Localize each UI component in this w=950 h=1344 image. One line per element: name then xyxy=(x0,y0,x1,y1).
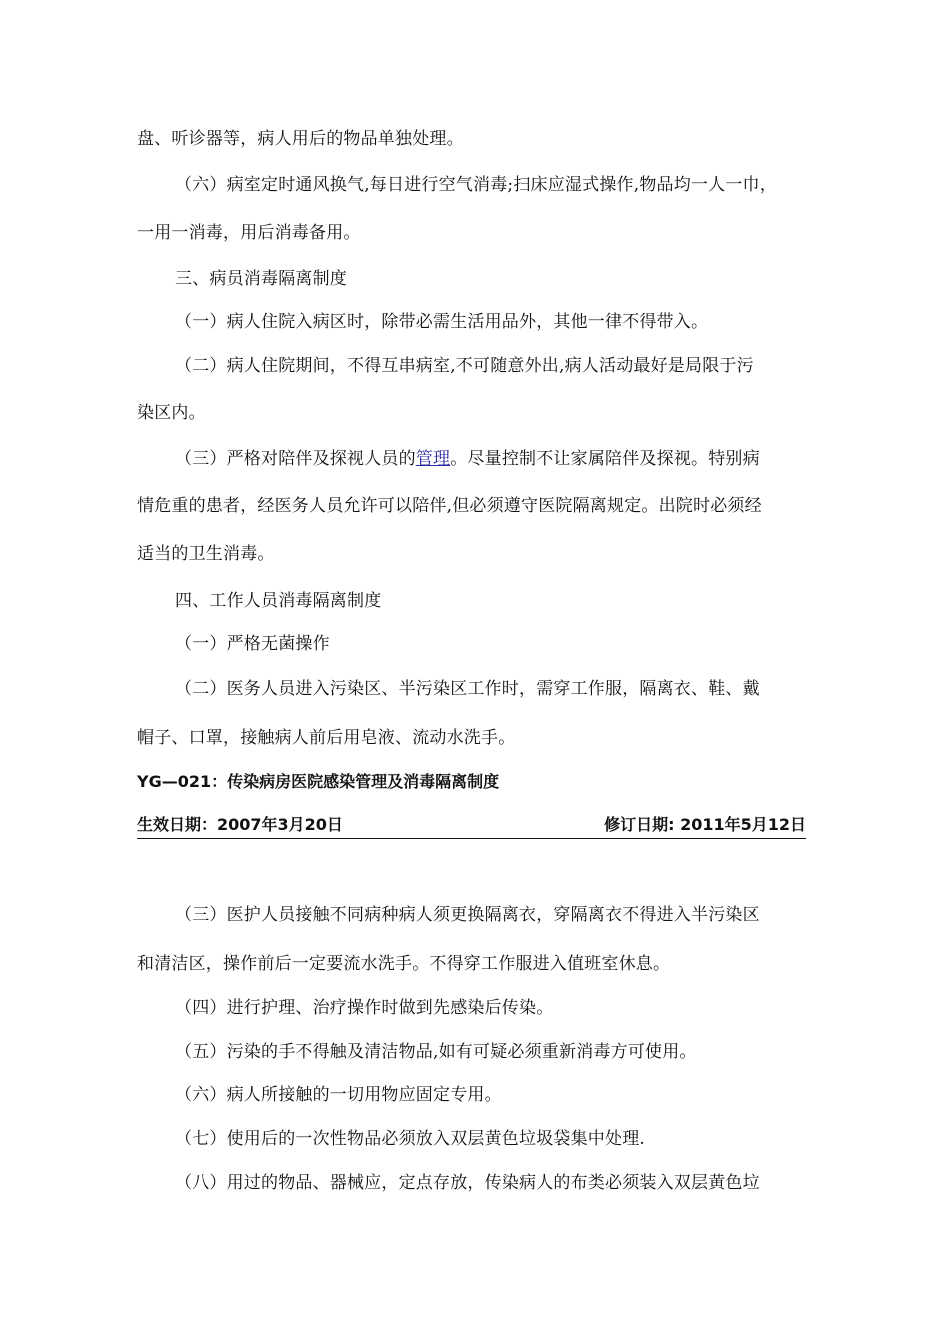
text-line: 情危重的患者，经医务人员允许可以陪伴,但必须遵守医院隔离规定。出院时必须经 xyxy=(137,496,762,516)
text-line: （二）医务人员进入污染区、半污染区工作时，需穿工作服，隔离衣、鞋、戴 xyxy=(175,679,760,699)
section-heading: 四、工作人员消毒隔离制度 xyxy=(175,591,382,611)
document-code-title: YG—021：传染病房医院感染管理及消毒隔离制度 xyxy=(137,772,500,791)
text-line xyxy=(175,448,760,470)
text-segment: （三）严格对陪伴及探视人员的 xyxy=(175,449,416,469)
text-line: （二）病人住院期间，不得互串病室,不可随意外出,病人活动最好是局限于污 xyxy=(175,356,754,376)
text-line: 盘、听诊器等，病人用后的物品单独处理。 xyxy=(137,129,464,149)
text-line: 染区内。 xyxy=(137,403,206,423)
text-line: 帽子、口罩，接触病人前后用皂液、流动水洗手。 xyxy=(137,728,516,748)
text-line: （四）进行护理、治疗操作时做到先感染后传染。 xyxy=(175,998,554,1018)
text-line: 一用一消毒，用后消毒备用。 xyxy=(137,223,361,243)
text-line: （五）污染的手不得触及清洁物品,如有可疑必须重新消毒方可使用。 xyxy=(175,1042,697,1062)
text-line: （八）用过的物品、器械应，定点存放，传染病人的布类必须装入双层黄色垃 xyxy=(175,1173,760,1193)
effective-date: 生效日期：2007年3月20日 xyxy=(137,815,343,834)
text-line: （一）病人住院入病区时，除带必需生活用品外，其他一律不得带入。 xyxy=(175,312,709,332)
text-line: （七）使用后的一次性物品必须放入双层黄色垃圾袋集中处理. xyxy=(175,1129,646,1149)
text-line: （六）病室定时通风换气,每日进行空气消毒;扫床应湿式操作,物品均一人一巾， xyxy=(175,175,777,195)
date-row xyxy=(137,814,806,839)
text-line: （六）病人所接触的一切用物应固定专用。 xyxy=(175,1085,502,1105)
text-segment: 。尽量控制不让家属陪伴及探视。特别病 xyxy=(450,449,760,469)
section-heading: 三、病员消毒隔离制度 xyxy=(175,269,347,289)
text-line: 适当的卫生消毒。 xyxy=(137,544,275,564)
management-link[interactable]: 管理 xyxy=(415,449,451,469)
text-line: （三）医护人员接触不同病种病人须更换隔离衣，穿隔离衣不得进入半污染区 xyxy=(175,905,760,925)
text-line: （一）严格无菌操作 xyxy=(175,634,330,654)
revised-date: 修订日期: 2011年5月12日 xyxy=(604,815,806,834)
text-line: 和清洁区，操作前后一定要流水洗手。不得穿工作服进入值班室休息。 xyxy=(137,954,671,974)
